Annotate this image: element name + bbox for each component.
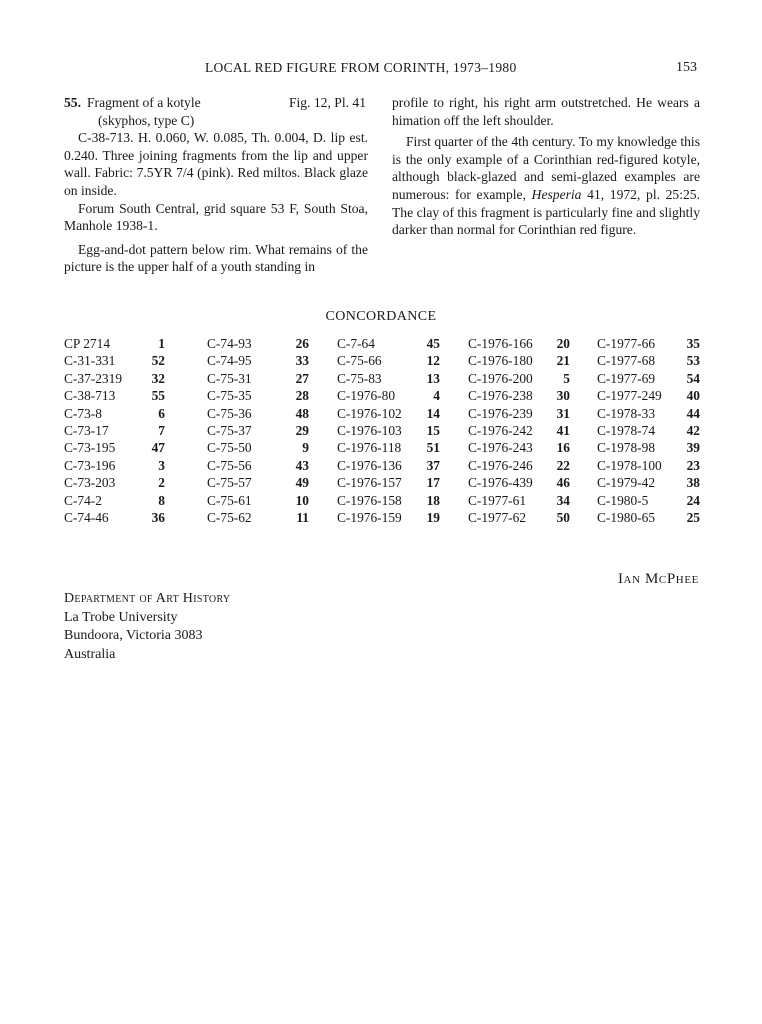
inventory-number: C-1976-200 xyxy=(468,370,533,386)
catalogue-number: 30 xyxy=(556,388,570,404)
concordance-row xyxy=(597,423,700,440)
concordance-row xyxy=(597,458,700,475)
catalogue-number: 44 xyxy=(686,405,700,421)
catalogue-number: 43 xyxy=(295,457,309,473)
catalogue-number: 21 xyxy=(556,353,570,369)
concordance-row xyxy=(468,458,570,475)
catalogue-number: 45 xyxy=(426,336,440,351)
catalogue-number: 16 xyxy=(556,440,570,456)
inventory-number: C-1976-103 xyxy=(337,422,402,438)
concordance-row xyxy=(337,406,440,423)
concordance-row xyxy=(207,406,309,423)
running-title: LOCAL RED FIGURE FROM CORINTH, 1973–1980 xyxy=(205,60,517,75)
catalogue-number: 19 xyxy=(426,509,440,525)
concordance-row xyxy=(468,353,570,370)
inventory-number: C-1976-157 xyxy=(337,475,402,491)
catalogue-number: 7 xyxy=(158,422,165,438)
concordance-column xyxy=(207,336,309,527)
entry-heading xyxy=(64,94,368,112)
concordance-row xyxy=(207,423,309,440)
catalogue-number: 36 xyxy=(151,509,165,525)
catalogue-number: 3 xyxy=(158,457,165,473)
entry-findspot: Forum South Central, grid square 53 F, South Stoa, Manhole 1938-1. xyxy=(64,200,368,234)
catalogue-number: 37 xyxy=(426,457,440,473)
inventory-number: C-1978-98 xyxy=(597,440,656,456)
inventory-number: C-75-56 xyxy=(207,457,252,473)
concordance-row xyxy=(64,388,165,405)
catalogue-number: 25 xyxy=(686,509,700,525)
catalogue-number: 24 xyxy=(686,492,700,508)
concordance-row xyxy=(207,493,309,510)
entry-subtitle: (skyphos, type C) xyxy=(98,112,195,128)
concordance-row xyxy=(597,406,700,423)
catalogue-number: 31 xyxy=(556,405,570,421)
inventory-number: C-73-195 xyxy=(64,440,116,456)
concordance-column xyxy=(64,336,165,527)
inventory-number: C-1978-33 xyxy=(597,405,656,421)
inventory-number: C-1977-62 xyxy=(468,509,527,525)
concordance-row xyxy=(468,388,570,405)
concordance-row xyxy=(64,336,165,353)
catalogue-number: 41 xyxy=(556,422,570,438)
concordance-row xyxy=(597,353,700,370)
concordance-row xyxy=(207,353,309,370)
concordance-row xyxy=(64,406,165,423)
catalogue-number: 34 xyxy=(556,492,570,508)
inventory-number: C-1977-61 xyxy=(468,492,527,508)
catalogue-number: 53 xyxy=(686,353,700,369)
concordance-row xyxy=(597,371,700,388)
inventory-number: C-73-196 xyxy=(64,457,116,473)
author-name: Ian McPhee xyxy=(617,571,699,587)
catalogue-number: 54 xyxy=(686,370,700,386)
author-address xyxy=(64,590,230,664)
catalogue-number: 14 xyxy=(426,405,440,421)
concordance-row xyxy=(597,475,700,492)
catalogue-number: 33 xyxy=(295,353,309,369)
inventory-number: C-74-46 xyxy=(64,509,109,525)
inventory-number: C-37-2319 xyxy=(64,370,123,386)
concordance-row xyxy=(64,371,165,388)
inventory-number: C-1976-242 xyxy=(468,422,533,438)
concordance-row xyxy=(207,475,309,492)
catalogue-number: 48 xyxy=(295,405,309,421)
concordance-row xyxy=(597,510,700,527)
concordance-row xyxy=(337,458,440,475)
inventory-number: C-1976-102 xyxy=(337,405,402,421)
inventory-number: C-1978-100 xyxy=(597,457,662,473)
inventory-number: C-75-31 xyxy=(207,370,252,386)
inventory-number: C-7-64 xyxy=(337,336,375,351)
inventory-number: C-74-93 xyxy=(207,336,252,351)
inventory-number: C-1976-159 xyxy=(337,509,402,525)
concordance-row xyxy=(468,336,570,353)
catalogue-number: 27 xyxy=(295,370,309,386)
concordance-row xyxy=(337,388,440,405)
figure-reference: Fig. 12, Pl. 41 xyxy=(288,95,366,110)
concordance-row xyxy=(337,371,440,388)
concordance-row xyxy=(337,353,440,370)
inventory-number: C-75-61 xyxy=(207,492,252,508)
catalogue-number: 29 xyxy=(295,422,309,438)
inventory-number: C-1980-5 xyxy=(597,492,649,508)
inventory-number: C-1977-69 xyxy=(597,370,656,386)
inventory-number: C-75-83 xyxy=(337,370,382,386)
inventory-number: C-1978-74 xyxy=(597,422,656,438)
concordance-row xyxy=(468,475,570,492)
concordance-row xyxy=(597,336,700,353)
entry-commentary xyxy=(392,133,700,239)
catalogue-number: 17 xyxy=(426,475,440,491)
inventory-number: C-73-8 xyxy=(64,405,102,421)
inventory-number: C-1976-118 xyxy=(337,440,402,456)
catalogue-number: 5 xyxy=(563,370,570,386)
concordance-row xyxy=(64,353,165,370)
entry-decoration: Egg-and-dot pattern below rim. What remains of the picture is the upper half of a youth standing in xyxy=(64,241,368,275)
catalogue-number: 55 xyxy=(151,388,165,404)
inventory-number: C-75-50 xyxy=(207,440,252,456)
concordance-row xyxy=(468,493,570,510)
concordance-title: CONCORDANCE xyxy=(325,309,437,324)
concordance-row xyxy=(468,510,570,527)
concordance-row xyxy=(597,493,700,510)
concordance-column xyxy=(468,336,570,527)
inventory-number: C-1976-180 xyxy=(468,353,533,369)
concordance-row xyxy=(207,336,309,353)
catalogue-entry-left-column xyxy=(64,94,368,276)
inventory-number: C-1980-65 xyxy=(597,509,656,525)
inventory-number: C-73-17 xyxy=(64,422,109,438)
concordance-row xyxy=(597,388,700,405)
inventory-number: C-75-35 xyxy=(207,388,252,404)
catalogue-number: 47 xyxy=(151,440,165,456)
concordance-row xyxy=(337,336,440,353)
inventory-number: C-75-57 xyxy=(207,475,252,491)
catalogue-number: 10 xyxy=(295,492,309,508)
inventory-number: C-75-36 xyxy=(207,405,252,421)
inventory-number: C-74-95 xyxy=(207,353,252,369)
catalogue-number: 38 xyxy=(686,475,700,491)
catalogue-number: 9 xyxy=(302,440,309,456)
inventory-number: C-1976-238 xyxy=(468,388,533,404)
entry-title: Fragment of a kotyle xyxy=(87,95,201,110)
catalogue-number: 1 xyxy=(158,336,165,351)
concordance-row xyxy=(207,458,309,475)
inventory-number: C-31-331 xyxy=(64,353,116,369)
inventory-number: C-1977-249 xyxy=(597,388,662,404)
concordance-row xyxy=(64,475,165,492)
catalogue-number: 22 xyxy=(556,457,570,473)
concordance-row xyxy=(468,440,570,457)
address-city: Bundoora, Victoria 3083 xyxy=(64,628,203,643)
concordance-row xyxy=(64,510,165,527)
catalogue-number: 28 xyxy=(295,388,309,404)
inventory-number: C-75-62 xyxy=(207,509,252,525)
entry-number: 55. xyxy=(64,95,81,110)
catalogue-number: 35 xyxy=(686,336,700,351)
concordance-row xyxy=(207,510,309,527)
catalogue-entry-right-column xyxy=(392,94,700,239)
concordance-row xyxy=(468,371,570,388)
inventory-number: CP 2714 xyxy=(64,336,111,351)
catalogue-number: 4 xyxy=(433,388,440,404)
concordance-row xyxy=(64,440,165,457)
concordance-column xyxy=(337,336,440,527)
catalogue-number: 23 xyxy=(686,457,700,473)
catalogue-number: 39 xyxy=(686,440,700,456)
catalogue-number: 42 xyxy=(686,422,700,438)
inventory-number: C-1976-239 xyxy=(468,405,533,421)
concordance-row xyxy=(468,423,570,440)
concordance-row xyxy=(337,475,440,492)
inventory-number: C-38-713 xyxy=(64,388,116,404)
catalogue-number: 51 xyxy=(426,440,440,456)
catalogue-number: 52 xyxy=(151,353,165,369)
inventory-number: C-1979-42 xyxy=(597,475,656,491)
inventory-number: C-75-66 xyxy=(337,353,382,369)
inventory-number: C-75-37 xyxy=(207,422,252,438)
entry-description: C-38-713. H. 0.060, W. 0.085, Th. 0.004, D. lip est. 0.240. Three joining fragments from the lip and upper wall. Fabric: 7.5YR 7/4 (pink). Red miltos. Black glaze on inside. xyxy=(64,130,368,198)
catalogue-number: 11 xyxy=(296,509,309,525)
inventory-number: C-1977-68 xyxy=(597,353,656,369)
catalogue-number: 13 xyxy=(426,370,440,386)
concordance-row xyxy=(337,423,440,440)
catalogue-number: 2 xyxy=(158,475,165,491)
catalogue-number: 50 xyxy=(556,509,570,525)
concordance-column xyxy=(597,336,700,527)
concordance-row xyxy=(64,423,165,440)
inventory-number: C-1976-136 xyxy=(337,457,402,473)
commentary-text-a: First quarter of the 4th century. To my knowledge this is the only example of a Corinthian red-figured kotyle, although black-glazed and semi-glazed examples are numerous: for example, xyxy=(392,134,700,202)
inventory-number: C-1976-166 xyxy=(468,336,533,351)
inventory-number: C-1976-80 xyxy=(337,388,396,404)
catalogue-number: 12 xyxy=(426,353,440,369)
catalogue-number: 46 xyxy=(556,475,570,491)
catalogue-number: 6 xyxy=(158,405,165,421)
catalogue-number: 49 xyxy=(295,475,309,491)
catalogue-number: 26 xyxy=(295,336,309,351)
address-department: Department of Art History xyxy=(64,591,231,606)
commentary-text-b: 41, 1972, pl. 25:25. The clay of this fragment is particularly fine and slightly darker than normal for Corinthian red figure. xyxy=(392,186,700,238)
concordance-row xyxy=(207,388,309,405)
concordance-row xyxy=(337,440,440,457)
concordance-row xyxy=(597,440,700,457)
inventory-number: C-1976-246 xyxy=(468,457,533,473)
catalogue-number: 18 xyxy=(426,492,440,508)
concordance-row xyxy=(207,440,309,457)
entry-decoration-continued: profile to right, his right arm outstretched. He wears a himation off the left shoulder. xyxy=(392,95,700,128)
journal-title: Hesperia xyxy=(531,186,582,202)
concordance-row xyxy=(337,510,440,527)
inventory-number: C-1976-439 xyxy=(468,475,533,491)
address-country: Australia xyxy=(64,646,116,662)
inventory-number: C-1976-243 xyxy=(468,440,533,456)
concordance-row xyxy=(207,371,309,388)
inventory-number: C-74-2 xyxy=(64,492,102,508)
catalogue-number: 32 xyxy=(151,370,165,386)
page-number: 153 xyxy=(676,60,697,75)
catalogue-number: 20 xyxy=(556,336,570,351)
concordance-row xyxy=(468,406,570,423)
concordance-row xyxy=(337,493,440,510)
inventory-number: C-1976-158 xyxy=(337,492,402,508)
concordance-row xyxy=(64,458,165,475)
catalogue-number: 8 xyxy=(158,492,165,508)
inventory-number: C-73-203 xyxy=(64,475,116,491)
catalogue-number: 40 xyxy=(686,388,700,404)
address-university: La Trobe University xyxy=(64,609,178,625)
concordance-row xyxy=(64,493,165,510)
catalogue-number: 15 xyxy=(426,422,440,438)
inventory-number: C-1977-66 xyxy=(597,336,656,351)
